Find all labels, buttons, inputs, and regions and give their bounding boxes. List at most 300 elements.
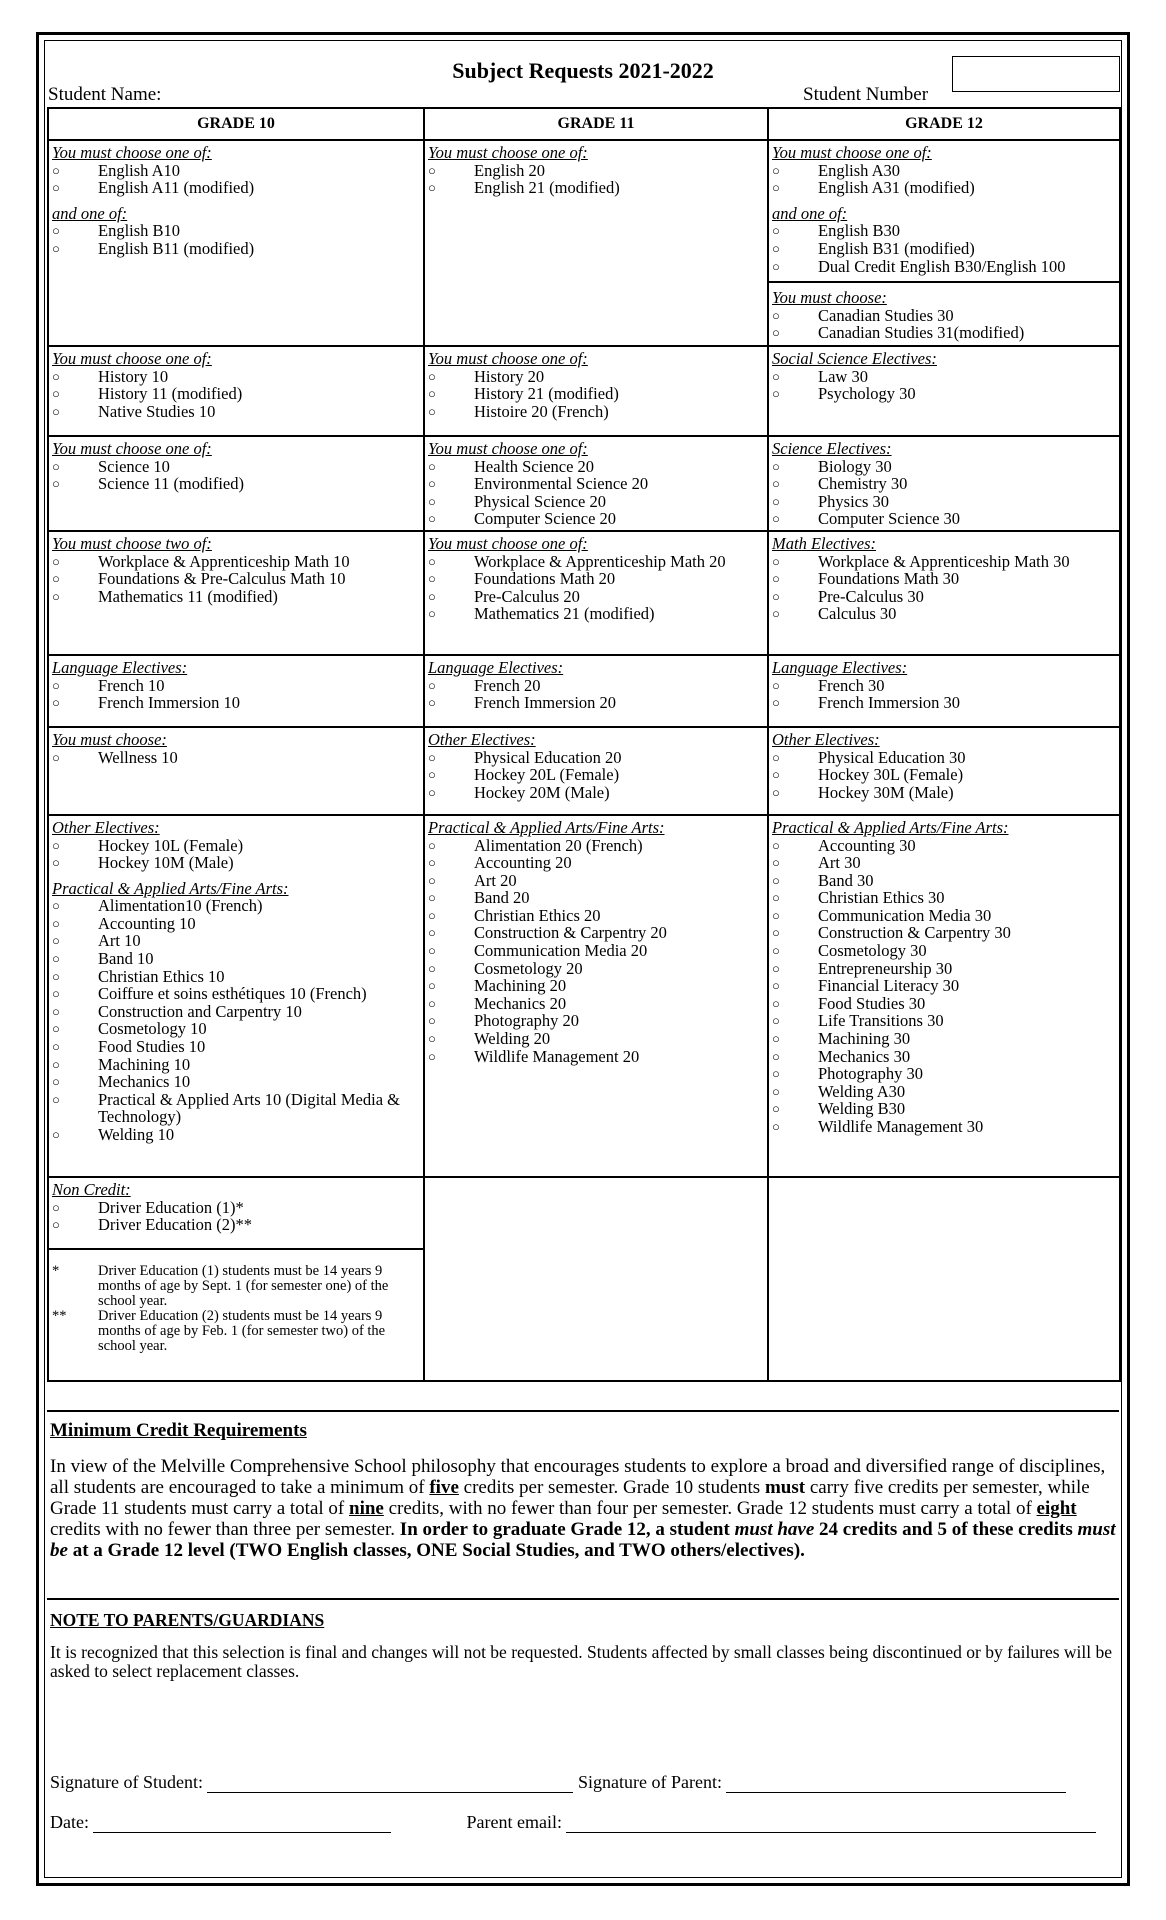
- course-option[interactable]: [772, 1083, 1116, 1101]
- checkbox-circle-icon[interactable]: ○: [772, 837, 780, 853]
- course-option[interactable]: [772, 924, 1116, 942]
- course-name: English A11 (modified): [98, 178, 255, 198]
- checkbox-circle-icon[interactable]: ○: [52, 951, 60, 967]
- checkbox-circle-icon[interactable]: ○: [772, 386, 780, 402]
- grade-11-header: GRADE 11: [424, 108, 768, 140]
- date-field[interactable]: [93, 1814, 391, 1833]
- course-option[interactable]: [428, 766, 764, 784]
- course-option[interactable]: [428, 784, 764, 802]
- checkbox-circle-icon[interactable]: ○: [428, 960, 436, 976]
- section-heading: You must choose one of:: [52, 348, 212, 368]
- course-option[interactable]: [52, 458, 420, 476]
- grade-10-header: GRADE 10: [48, 108, 424, 140]
- cell-g12: [768, 655, 1120, 727]
- course-name: English A31 (modified): [818, 178, 975, 198]
- course-option[interactable]: [772, 258, 1116, 276]
- checkbox-circle-icon[interactable]: ○: [772, 458, 780, 474]
- course-name: Foundations Math 30: [818, 569, 960, 589]
- signature-row: [50, 1772, 1066, 1793]
- checkbox-circle-icon[interactable]: ○: [428, 476, 436, 492]
- course-option[interactable]: [428, 677, 764, 695]
- course-option[interactable]: [428, 995, 764, 1013]
- course-option[interactable]: [52, 837, 420, 855]
- cell-g10: [48, 727, 424, 815]
- course-name: Communication Media 30: [818, 905, 992, 925]
- course-option[interactable]: [52, 570, 420, 588]
- checkbox-circle-icon[interactable]: ○: [428, 1048, 436, 1064]
- checkbox-circle-icon[interactable]: ○: [772, 162, 780, 178]
- course-name: Dual Credit English B30/English 100: [818, 256, 1066, 276]
- course-name: Band 10: [98, 949, 154, 969]
- checkbox-circle-icon[interactable]: ○: [772, 1083, 780, 1099]
- course-name: Native Studies 10: [98, 401, 216, 421]
- checkbox-circle-icon[interactable]: ○: [52, 898, 60, 914]
- course-option[interactable]: [428, 162, 764, 180]
- course-option[interactable]: [428, 588, 764, 606]
- course-option[interactable]: [772, 179, 1116, 197]
- checkbox-circle-icon[interactable]: ○: [428, 890, 436, 906]
- course-option[interactable]: [772, 588, 1116, 606]
- checkbox-circle-icon[interactable]: ○: [428, 1031, 436, 1047]
- checkbox-circle-icon[interactable]: ○: [52, 1039, 60, 1055]
- course-option[interactable]: [772, 385, 1116, 403]
- checkbox-circle-icon[interactable]: ○: [52, 458, 60, 474]
- checkbox-circle-icon[interactable]: ○: [428, 995, 436, 1011]
- course-option[interactable]: [772, 872, 1116, 890]
- course-option[interactable]: [772, 1100, 1116, 1118]
- checkbox-circle-icon[interactable]: ○: [52, 1003, 60, 1019]
- checkbox-circle-icon[interactable]: ○: [52, 386, 60, 402]
- course-option[interactable]: [772, 766, 1116, 784]
- course-name: Alimentation 20 (French): [474, 835, 643, 855]
- course-option[interactable]: [428, 854, 764, 872]
- checkbox-circle-icon[interactable]: ○: [52, 677, 60, 693]
- checkbox-circle-icon[interactable]: ○: [52, 1091, 60, 1107]
- course-name: Accounting 20: [474, 853, 572, 873]
- checkbox-circle-icon[interactable]: ○: [772, 749, 780, 765]
- checkbox-circle-icon[interactable]: ○: [772, 240, 780, 256]
- course-option[interactable]: [52, 368, 420, 386]
- checkbox-circle-icon[interactable]: ○: [52, 180, 60, 196]
- course-name: English B30: [818, 221, 901, 241]
- course-option[interactable]: [772, 942, 1116, 960]
- checkbox-circle-icon[interactable]: ○: [428, 767, 436, 783]
- checkbox-circle-icon[interactable]: ○: [428, 943, 436, 959]
- section-heading: You must choose two of:: [52, 533, 212, 553]
- course-option[interactable]: [428, 553, 764, 571]
- section-heading: You must choose one of:: [52, 143, 212, 162]
- checkbox-circle-icon[interactable]: ○: [428, 749, 436, 765]
- cell-g12: [768, 436, 1120, 531]
- checkbox-circle-icon[interactable]: ○: [52, 588, 60, 604]
- minimum-credit-heading: Minimum Credit Requirements: [50, 1420, 307, 1441]
- course-option[interactable]: [52, 1038, 420, 1056]
- course-option[interactable]: [772, 1118, 1116, 1136]
- course-name: Science 11 (modified): [98, 474, 245, 494]
- course-name: Psychology 30: [818, 384, 916, 404]
- checkbox-circle-icon[interactable]: ○: [52, 986, 60, 1002]
- section-heading: and one of:: [52, 203, 128, 223]
- course-option[interactable]: [428, 1030, 764, 1048]
- checkbox-circle-icon[interactable]: ○: [52, 1021, 60, 1037]
- section-heading: You must choose:: [52, 729, 167, 749]
- course-option[interactable]: [772, 854, 1116, 872]
- course-option[interactable]: [52, 162, 420, 180]
- cell-g11: [424, 815, 768, 1177]
- course-option[interactable]: [52, 950, 420, 968]
- section-heading: Language Electives:: [772, 657, 908, 677]
- course-option[interactable]: [428, 694, 764, 712]
- course-name: Hockey 10M (Male): [98, 853, 234, 873]
- course-name: French 10: [98, 675, 165, 695]
- course-name: Mechanics 10: [98, 1072, 191, 1092]
- checkbox-circle-icon[interactable]: ○: [52, 1217, 60, 1233]
- course-name: Art 10: [98, 931, 141, 951]
- course-option[interactable]: [772, 307, 1116, 325]
- checkbox-circle-icon[interactable]: ○: [52, 915, 60, 931]
- checkbox-circle-icon[interactable]: ○: [52, 403, 60, 419]
- course-option[interactable]: [52, 1091, 420, 1126]
- course-option[interactable]: [52, 1073, 420, 1091]
- section-heading: Language Electives:: [428, 657, 564, 677]
- course-option[interactable]: [52, 985, 420, 1003]
- cell-g12: [768, 531, 1120, 655]
- checkbox-circle-icon[interactable]: ○: [772, 1031, 780, 1047]
- course-option[interactable]: [52, 915, 420, 933]
- student-number-field[interactable]: [952, 56, 1120, 92]
- course-option[interactable]: [428, 385, 764, 403]
- checkbox-circle-icon[interactable]: ○: [428, 925, 436, 941]
- checkbox-circle-icon[interactable]: ○: [772, 1048, 780, 1064]
- course-option[interactable]: [772, 475, 1116, 493]
- course-option[interactable]: [772, 1030, 1116, 1048]
- course-name: Welding 10: [98, 1125, 175, 1144]
- course-name: Construction & Carpentry 30: [818, 923, 1011, 943]
- course-name: Band 20: [474, 888, 530, 908]
- checkbox-circle-icon[interactable]: ○: [428, 1013, 436, 1029]
- section-heading: Science Electives:: [772, 438, 892, 458]
- course-option[interactable]: [428, 960, 764, 978]
- student-signature-field[interactable]: [207, 1774, 573, 1793]
- date-email-row: [50, 1812, 1096, 1833]
- checkbox-circle-icon[interactable]: ○: [772, 511, 780, 527]
- course-option[interactable]: [52, 222, 420, 240]
- course-name: Physics 30: [818, 491, 890, 511]
- checkbox-circle-icon[interactable]: ○: [428, 511, 436, 527]
- cell-g10: [48, 1177, 424, 1381]
- course-option[interactable]: [772, 1012, 1116, 1030]
- course-option[interactable]: [52, 1056, 420, 1074]
- checkbox-circle-icon[interactable]: ○: [428, 695, 436, 711]
- checkbox-circle-icon[interactable]: ○: [772, 571, 780, 587]
- course-option[interactable]: [772, 240, 1116, 258]
- course-name: Wildlife Management 20: [474, 1046, 640, 1066]
- course-option[interactable]: [772, 677, 1116, 695]
- checkbox-circle-icon[interactable]: ○: [772, 978, 780, 994]
- course-name: Construction and Carpentry 10: [98, 1001, 302, 1021]
- checkbox-circle-icon[interactable]: ○: [52, 553, 60, 569]
- course-option[interactable]: [52, 932, 420, 950]
- course-name: Environmental Science 20: [474, 474, 649, 494]
- course-option[interactable]: [772, 570, 1116, 588]
- course-option[interactable]: [772, 995, 1116, 1013]
- checkbox-circle-icon[interactable]: ○: [428, 571, 436, 587]
- course-option[interactable]: [428, 493, 764, 511]
- course-name: Communication Media 20: [474, 941, 648, 961]
- course-option[interactable]: [772, 368, 1116, 386]
- student-number-label: Student Number: [803, 84, 929, 105]
- grade-12-header: GRADE 12: [768, 108, 1120, 140]
- checkbox-circle-icon[interactable]: ○: [772, 907, 780, 923]
- checkbox-circle-icon[interactable]: ○: [428, 403, 436, 419]
- checkbox-circle-icon[interactable]: ○: [428, 368, 436, 384]
- checkbox-circle-icon[interactable]: ○: [772, 855, 780, 871]
- course-option[interactable]: [772, 907, 1116, 925]
- cell-g12: [768, 815, 1120, 1177]
- course-option[interactable]: [772, 749, 1116, 767]
- course-name: Christian Ethics 20: [474, 905, 601, 925]
- course-name: English B11 (modified): [98, 238, 255, 258]
- checkbox-circle-icon[interactable]: ○: [428, 386, 436, 402]
- checkbox-circle-icon[interactable]: ○: [52, 1074, 60, 1090]
- grid-row: [48, 346, 1120, 436]
- checkbox-circle-icon[interactable]: ○: [772, 1066, 780, 1082]
- course-name: History 20: [474, 366, 545, 386]
- parent-email-field[interactable]: [566, 1814, 1096, 1833]
- course-option[interactable]: [428, 179, 764, 197]
- course-name: Band 30: [818, 870, 874, 890]
- checkbox-circle-icon[interactable]: ○: [772, 1013, 780, 1029]
- checkbox-circle-icon[interactable]: ○: [772, 872, 780, 888]
- checkbox-circle-icon[interactable]: ○: [772, 553, 780, 569]
- section-heading: Other Electives:: [52, 817, 160, 837]
- checkbox-circle-icon[interactable]: ○: [428, 855, 436, 871]
- course-option[interactable]: [52, 1216, 420, 1234]
- section-heading: Other Electives:: [428, 729, 536, 749]
- checkbox-circle-icon[interactable]: ○: [52, 476, 60, 492]
- checkbox-circle-icon[interactable]: ○: [772, 223, 780, 239]
- course-option[interactable]: [772, 458, 1116, 476]
- form-title: Subject Requests 2021-2022: [452, 58, 714, 83]
- checkbox-circle-icon[interactable]: ○: [772, 767, 780, 783]
- minimum-credit-text: In view of the Melville Comprehensive School philosophy that encourages students to explore a broad and diversified range of disciplines, all students are encouraged to take a minimum of five credits per semester. Grade 10 students must carry five credits per semester, while Grade 11 students must carry a total of nine credits, with no fewer than four per semester. Grade 12 students must carry a total of eight credits with no fewer than three per semester. In order to graduate Grade 12, a student must have 24 credits and 5 of these credits must be at a Grade 12 level (TWO English classes, ONE Social Studies, and TWO others/electives).: [50, 1456, 1116, 1561]
- checkbox-circle-icon[interactable]: ○: [428, 978, 436, 994]
- checkbox-circle-icon[interactable]: ○: [428, 553, 436, 569]
- course-name: Driver Education (2)**: [98, 1215, 252, 1235]
- checkbox-circle-icon[interactable]: ○: [772, 890, 780, 906]
- course-name: Health Science 20: [474, 456, 595, 476]
- checkbox-circle-icon[interactable]: ○: [428, 162, 436, 178]
- course-option[interactable]: [428, 837, 764, 855]
- note-text: It is recognized that this selection is final and changes will not be requested. Students affected by small classes being discontinued or by failures will be asked to select replacement classes.: [50, 1642, 1113, 1681]
- course-name: Wildlife Management 30: [818, 1117, 984, 1136]
- course-grid: [47, 107, 1121, 1382]
- course-option[interactable]: [428, 458, 764, 476]
- course-name: Driver Education (1)*: [98, 1197, 244, 1217]
- checkbox-circle-icon[interactable]: ○: [52, 571, 60, 587]
- checkbox-circle-icon[interactable]: ○: [772, 588, 780, 604]
- course-option[interactable]: [52, 475, 420, 493]
- checkbox-circle-icon[interactable]: ○: [772, 258, 780, 274]
- course-name: Mathematics 21 (modified): [474, 604, 655, 624]
- course-option[interactable]: [772, 694, 1116, 712]
- course-option[interactable]: [52, 1020, 420, 1038]
- checkbox-circle-icon[interactable]: ○: [772, 307, 780, 323]
- checkbox-circle-icon[interactable]: ○: [772, 606, 780, 622]
- checkbox-circle-icon[interactable]: ○: [772, 677, 780, 693]
- checkbox-circle-icon[interactable]: ○: [428, 180, 436, 196]
- checkbox-circle-icon[interactable]: ○: [52, 368, 60, 384]
- course-option[interactable]: [52, 553, 420, 571]
- course-name: Canadian Studies 30: [818, 305, 954, 325]
- course-option[interactable]: [772, 837, 1116, 855]
- section-heading: Practical & Applied Arts/Fine Arts:: [428, 817, 665, 837]
- section-heading: Other Electives:: [772, 729, 880, 749]
- checkbox-circle-icon[interactable]: ○: [772, 325, 780, 341]
- course-option[interactable]: [52, 968, 420, 986]
- checkbox-circle-icon[interactable]: ○: [52, 223, 60, 239]
- course-option[interactable]: [428, 1048, 764, 1066]
- course-name: Cosmetology 30: [818, 941, 927, 961]
- course-name: Hockey 30L (Female): [818, 765, 964, 785]
- checkbox-circle-icon[interactable]: ○: [428, 872, 436, 888]
- cell-g10: [48, 815, 424, 1177]
- course-option[interactable]: [52, 1126, 420, 1144]
- course-option[interactable]: [428, 510, 764, 528]
- checkbox-circle-icon[interactable]: ○: [428, 677, 436, 693]
- course-name: History 11 (modified): [98, 384, 243, 404]
- course-option[interactable]: [52, 240, 420, 258]
- checkbox-circle-icon[interactable]: ○: [52, 1127, 60, 1142]
- grid-row: [48, 140, 1120, 346]
- course-option[interactable]: [772, 889, 1116, 907]
- course-option[interactable]: [428, 570, 764, 588]
- course-option[interactable]: [428, 403, 764, 421]
- checkbox-circle-icon[interactable]: ○: [52, 240, 60, 256]
- cell-g12: [768, 1177, 1120, 1381]
- course-option[interactable]: [772, 977, 1116, 995]
- course-option[interactable]: [52, 897, 420, 915]
- checkbox-circle-icon[interactable]: ○: [772, 925, 780, 941]
- course-option[interactable]: [772, 784, 1116, 802]
- course-name: Computer Science 20: [474, 509, 617, 529]
- checkbox-circle-icon[interactable]: ○: [772, 784, 780, 800]
- checkbox-circle-icon[interactable]: ○: [428, 784, 436, 800]
- course-option[interactable]: [772, 510, 1116, 528]
- course-option[interactable]: [428, 475, 764, 493]
- course-name: Cosmetology 10: [98, 1019, 207, 1039]
- course-option[interactable]: [52, 588, 420, 606]
- checkbox-circle-icon[interactable]: ○: [428, 458, 436, 474]
- checkbox-circle-icon[interactable]: ○: [52, 968, 60, 984]
- checkbox-circle-icon[interactable]: ○: [772, 476, 780, 492]
- course-name: French Immersion 20: [474, 693, 617, 713]
- course-name: Construction & Carpentry 20: [474, 923, 667, 943]
- course-option[interactable]: [52, 1003, 420, 1021]
- checkbox-circle-icon[interactable]: ○: [772, 695, 780, 711]
- course-name: Mathematics 11 (modified): [98, 586, 278, 606]
- course-name: Wellness 10: [98, 747, 178, 767]
- section-heading: Non Credit:: [52, 1179, 131, 1199]
- checkbox-circle-icon[interactable]: ○: [428, 606, 436, 622]
- checkbox-circle-icon[interactable]: ○: [52, 162, 60, 178]
- course-name: English B10: [98, 221, 181, 241]
- course-option[interactable]: [772, 553, 1116, 571]
- checkbox-circle-icon[interactable]: ○: [772, 1101, 780, 1117]
- course-option[interactable]: [772, 1048, 1116, 1066]
- course-option[interactable]: [428, 368, 764, 386]
- course-option[interactable]: [428, 749, 764, 767]
- course-option[interactable]: [772, 960, 1116, 978]
- parent-signature-field[interactable]: [726, 1774, 1066, 1793]
- course-option[interactable]: [428, 872, 764, 890]
- grid-row: [48, 655, 1120, 727]
- checkbox-circle-icon[interactable]: ○: [52, 695, 60, 711]
- course-option[interactable]: [428, 977, 764, 995]
- course-option[interactable]: [428, 605, 764, 623]
- checkbox-circle-icon[interactable]: ○: [52, 1199, 60, 1215]
- course-option[interactable]: [52, 179, 420, 197]
- checkbox-circle-icon[interactable]: ○: [772, 960, 780, 976]
- course-option[interactable]: [772, 324, 1116, 342]
- footnote: ** Driver Education (2) students must be 14 years 9 months of age by Feb. 1 (for semester two) of the school year.: [52, 1307, 386, 1354]
- course-name: Photography 20: [474, 1011, 579, 1031]
- course-option[interactable]: [428, 1012, 764, 1030]
- checkbox-circle-icon[interactable]: ○: [772, 1119, 780, 1134]
- checkbox-circle-icon[interactable]: ○: [428, 588, 436, 604]
- course-option[interactable]: [52, 694, 420, 712]
- course-option[interactable]: [772, 1065, 1116, 1083]
- checkbox-circle-icon[interactable]: ○: [52, 837, 60, 853]
- checkbox-circle-icon[interactable]: ○: [772, 493, 780, 509]
- course-name: Alimentation10 (French): [98, 896, 263, 916]
- course-name: Calculus 30: [818, 604, 897, 624]
- course-option[interactable]: [772, 222, 1116, 240]
- course-option[interactable]: [52, 677, 420, 695]
- course-option[interactable]: [52, 1199, 420, 1217]
- course-option[interactable]: [772, 162, 1116, 180]
- checkbox-circle-icon[interactable]: ○: [428, 493, 436, 509]
- course-option[interactable]: [428, 942, 764, 960]
- course-option[interactable]: [428, 889, 764, 907]
- checkbox-circle-icon[interactable]: ○: [772, 943, 780, 959]
- course-name: Law 30: [818, 366, 868, 386]
- course-option[interactable]: [772, 605, 1116, 623]
- course-name: English A10: [98, 160, 181, 180]
- section-heading: You must choose one of:: [428, 348, 588, 368]
- checkbox-circle-icon[interactable]: ○: [772, 995, 780, 1011]
- student-signature-label: Signature of Student:: [50, 1772, 203, 1792]
- cell-g12: [768, 140, 1120, 346]
- checkbox-circle-icon[interactable]: ○: [428, 907, 436, 923]
- checkbox-circle-icon[interactable]: ○: [772, 180, 780, 196]
- checkbox-circle-icon[interactable]: ○: [52, 749, 60, 765]
- checkbox-circle-icon[interactable]: ○: [428, 837, 436, 853]
- course-option[interactable]: [772, 493, 1116, 511]
- checkbox-circle-icon[interactable]: ○: [52, 855, 60, 871]
- checkbox-circle-icon[interactable]: ○: [52, 933, 60, 949]
- course-option[interactable]: [52, 749, 420, 767]
- course-name: Mechanics 30: [818, 1046, 911, 1066]
- checkbox-circle-icon[interactable]: ○: [52, 1056, 60, 1072]
- cell-g10: [48, 140, 424, 346]
- course-option[interactable]: [52, 403, 420, 421]
- checkbox-circle-icon[interactable]: ○: [772, 368, 780, 384]
- course-option[interactable]: [428, 907, 764, 925]
- course-option[interactable]: [428, 924, 764, 942]
- course-option[interactable]: [52, 385, 420, 403]
- course-option[interactable]: [52, 854, 420, 872]
